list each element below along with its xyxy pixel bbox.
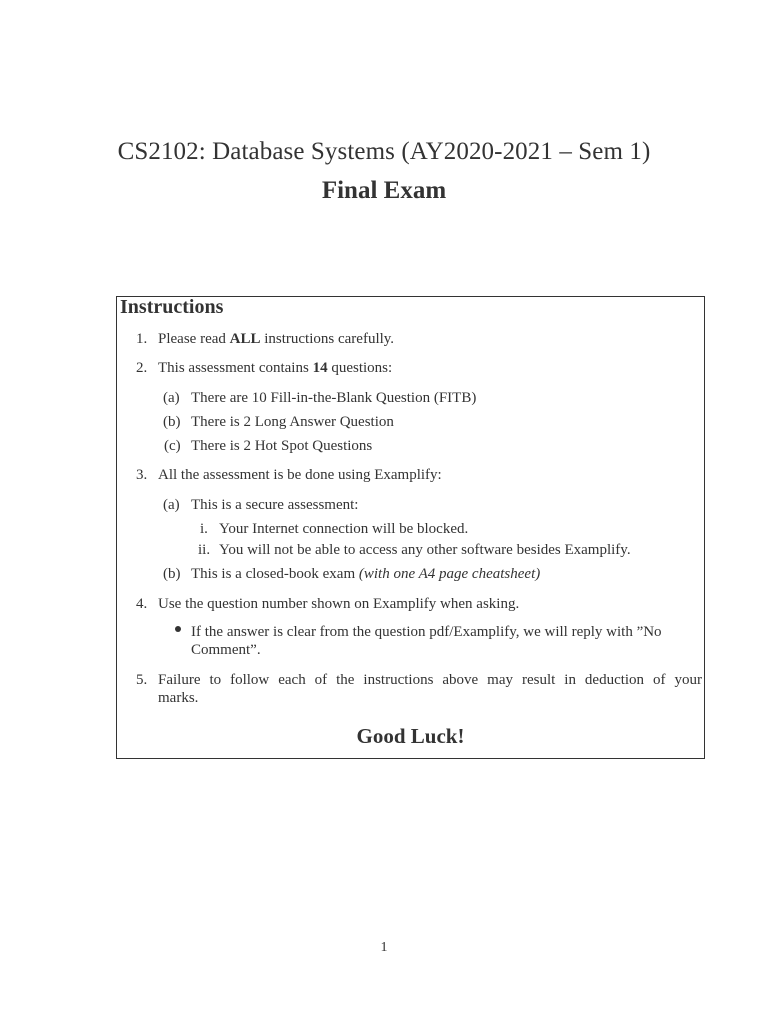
item-2c-label: (c)	[164, 438, 181, 454]
course-title: CS2102: Database Systems (AY2020-2021 – Sem 1)	[117, 138, 651, 165]
instructions-heading: Instructions	[120, 296, 224, 318]
item-2a-label: (a)	[163, 390, 180, 406]
item-4-bullet-line-1: If the answer is clear from the question pdf/Examplify, we will reply with ”No	[191, 624, 662, 640]
item-3-number: 3.	[136, 467, 148, 483]
item-4-bullet-line-2: Comment”.	[191, 642, 261, 658]
item-2a-text: There are 10 Fill-in-the-Blank Question (FITB)	[191, 390, 477, 406]
item-4-number: 4.	[136, 596, 148, 612]
item-3a-i-label: i.	[200, 521, 208, 537]
item-1-number: 1.	[136, 331, 148, 347]
item-5-line-2: marks.	[158, 690, 199, 706]
item-2-number: 2.	[136, 360, 148, 376]
item-5-number: 5.	[136, 672, 148, 688]
bullet-icon	[175, 626, 181, 632]
item-3a-ii-label: ii.	[198, 542, 211, 558]
item-4-text: Use the question number shown on Examplify when asking.	[158, 596, 520, 612]
good-luck-text: Good Luck!	[356, 724, 465, 748]
item-5-line-1: Failure to follow each of the instructions above may result in deduction of your	[158, 672, 702, 688]
item-3a-text: This is a secure assessment:	[191, 497, 359, 513]
item-3-text: All the assessment is be done using Examplify:	[158, 467, 442, 483]
item-2b-label: (b)	[163, 414, 181, 430]
item-2-text: This assessment contains 14 questions:	[158, 360, 393, 376]
item-3a-i-text: Your Internet connection will be blocked.	[219, 521, 469, 537]
page-number: 1	[380, 940, 388, 955]
item-3b-label: (b)	[163, 566, 181, 582]
exam-title: Final Exam	[321, 177, 447, 204]
item-2b-text: There is 2 Long Answer Question	[191, 414, 394, 430]
item-3b-text: This is a closed-book exam (with one A4 page cheatsheet)	[191, 566, 541, 582]
item-3a-label: (a)	[163, 497, 180, 513]
item-1-text: Please read ALL instructions carefully.	[158, 331, 395, 347]
item-2c-text: There is 2 Hot Spot Questions	[191, 438, 373, 454]
item-3a-ii-text: You will not be able to access any other software besides Examplify.	[219, 542, 631, 558]
